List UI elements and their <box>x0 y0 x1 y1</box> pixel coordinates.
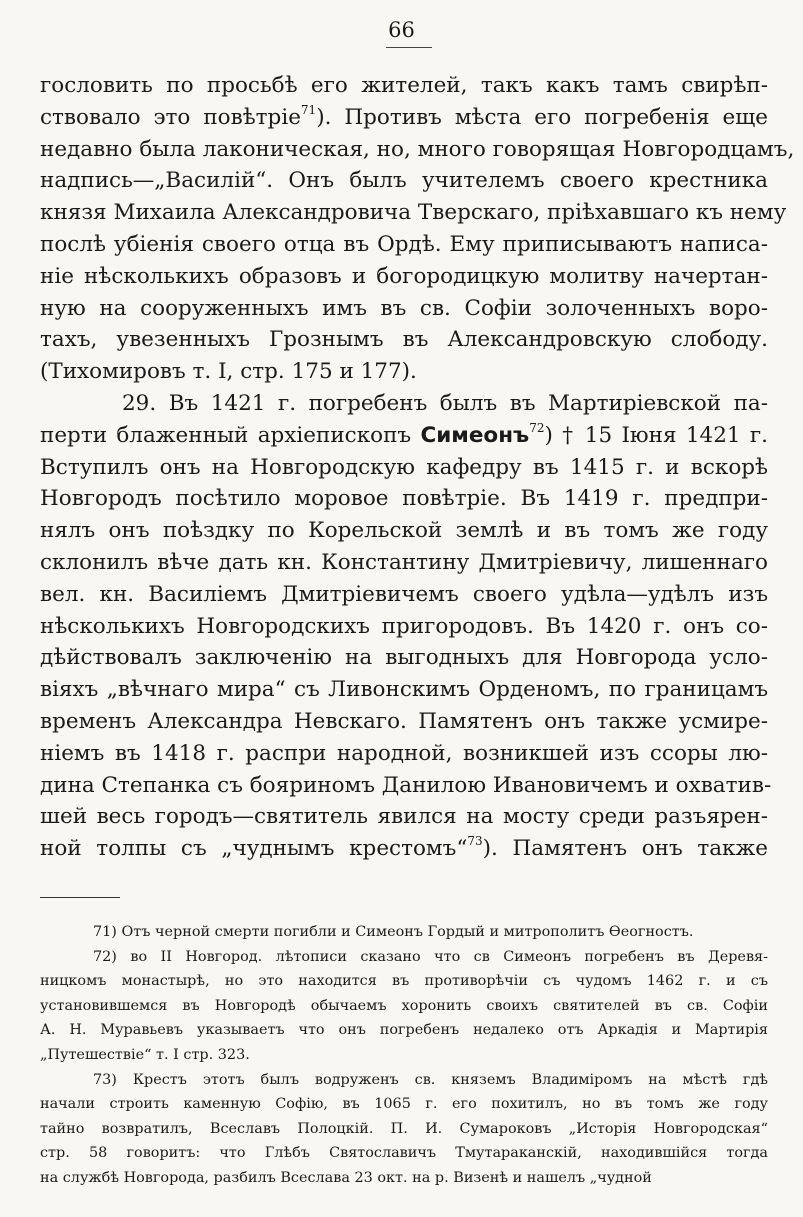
main-text-line <box>40 165 768 197</box>
main-text-line-text: ной толпы съ „чуднымъ крестомъ“ <box>40 836 468 862</box>
main-text-line <box>40 833 768 865</box>
footnotes <box>40 920 768 1191</box>
main-text-line-text: дѣйствовалъ заключенію на выгодныхъ для Новгорода усло- <box>40 645 768 671</box>
main-text-line-text: тахъ, увезенныхъ Грознымъ въ Александровскую слободу. <box>40 327 768 353</box>
footnote-line <box>40 994 768 1019</box>
footnote-line <box>40 969 768 994</box>
main-text-line <box>40 770 772 802</box>
main-text-line-tail: ) † 15 Іюня 1421 г. <box>544 422 769 448</box>
main-text-line-text: надпись—„Василій“. Онъ былъ учителемъ своего крестника <box>40 168 768 194</box>
main-text-line-text: ніе нѣсколькихъ образовъ и богородицкую молитву начертан- <box>40 263 768 289</box>
footnote-ref: 71 <box>300 102 317 117</box>
footnote-line-text: 72) во II Новгород. лѣтописи сказано что св Симеонъ погребенъ въ Деревя- <box>93 948 768 965</box>
main-text-line-text: нялъ онъ поѣздку по Корельской землѣ и въ томъ же году <box>40 518 768 544</box>
footnote-line-text: стр. 58 говоритъ: что Глѣбъ Святославичъ Тмутараканскій, находившійся тогда <box>40 1145 768 1162</box>
main-text-line <box>40 483 768 515</box>
bold-name: Симеонъ <box>420 422 530 448</box>
footnote-line-text: на службѣ Новгорода, разбилъ Всеслава 23 окт. на р. Визенѣ и нашелъ „чудной <box>40 1169 652 1186</box>
footnote-line <box>40 1043 768 1068</box>
main-text-line <box>40 674 768 706</box>
main-text-line-text: ную на сооруженныхъ имъ въ св. Софіи золоченныхъ воро- <box>40 295 768 321</box>
main-text-line <box>40 324 768 356</box>
main-text-line <box>40 261 768 293</box>
footnote-line-text: А. Н. Муравьевъ указываетъ что онъ погребенъ недалеко отъ Аркадія и Мартирія <box>40 1022 768 1039</box>
main-text-line <box>40 134 795 166</box>
main-text-line <box>40 611 768 643</box>
main-text-line <box>40 388 768 420</box>
main-text-line-text: князя Михаила Александровича Тверскаго, пріѣхавшаго къ нему <box>40 200 787 226</box>
main-text-line-text: 29. Въ 1421 г. погребенъ былъ въ Мартиріевской па- <box>122 390 768 416</box>
main-text-line-text: временъ Александра Невскаго. Памятенъ онъ также усмире- <box>40 708 768 734</box>
footnote-line-text: начали строить каменную Софію, въ 1065 г. его похитилъ, но въ томъ же году <box>40 1096 768 1113</box>
page-number-rule <box>386 47 432 48</box>
main-text <box>40 70 795 865</box>
footnote-line <box>40 1166 768 1191</box>
main-text-line-text: Новгородъ посѣтило моровое повѣтріе. Въ 1419 г. предпри- <box>40 486 768 512</box>
footnote-line-text: установившемся въ Новгородѣ обычаемъ хоронить своихъ святителей въ св. Софіи <box>40 997 768 1014</box>
main-text-line-text: вел. кн. Василіемъ Дмитріевичемъ своего удѣла—удѣлъ изъ <box>40 581 768 607</box>
main-text-line-text: дина Степанка съ бояриномъ Данилою Ивановичемъ и охватив- <box>40 772 772 798</box>
main-text-line-text: Вступилъ онъ на Новгородскую кафедру въ 1415 г. и вскорѣ <box>40 454 768 480</box>
footnote-line-text: тайно возвратилъ, Всеславъ Полоцкій. П. И. Сумароковъ „Исторія Новгородская“ <box>40 1120 768 1137</box>
footnote-line-text: 71) Отъ черной смерти погибли и Симеонъ Гордый и митрополитъ Ѳеогностъ. <box>93 924 694 940</box>
footnote-line <box>40 1117 768 1142</box>
main-text-line <box>40 356 768 388</box>
main-text-line-text: (Тихомировъ т. I, стр. 175 и 177). <box>40 359 417 385</box>
footnote-ref: 73 <box>467 834 483 849</box>
main-text-line-text: нѣсколькихъ Новгородскихъ пригородовъ. Въ 1420 г. онъ со- <box>40 613 768 639</box>
main-text-line-text: склонилъ вѣче дать кн. Константину Дмитріевичу, лишеннаго <box>40 549 768 575</box>
main-text-line-text: гословить по просьбѣ его жителей, такъ какъ тамъ свирѣп- <box>40 73 768 98</box>
main-text-line <box>40 706 768 738</box>
main-text-line <box>40 420 768 452</box>
footnote-line <box>40 1068 768 1093</box>
main-text-line <box>40 547 768 579</box>
main-text-line <box>40 452 768 484</box>
main-text-line <box>40 642 768 674</box>
main-text-line <box>40 197 787 229</box>
main-text-line <box>40 579 768 611</box>
footnote-line <box>40 1141 768 1166</box>
main-text-line <box>40 293 768 325</box>
main-text-line <box>40 738 768 770</box>
main-text-line-text: ствовало это повѣтріе <box>40 104 301 130</box>
main-text-line <box>40 515 768 547</box>
main-text-line-text: послѣ убіенія своего отца въ Ордѣ. Ему приписываютъ написа- <box>40 231 768 257</box>
footnote-line <box>40 1018 768 1043</box>
main-text-line-text: шей весь городъ—святитель явился на мосту среди разъярен- <box>40 804 768 830</box>
footnote-line-text: „Путешествіе“ т. I стр. 323. <box>40 1046 250 1063</box>
main-text-line <box>40 102 768 134</box>
main-text-line-text: ніемъ въ 1418 г. распри народной, возникшей изъ ссоры лю- <box>40 740 768 766</box>
footnote-line <box>40 920 768 945</box>
footnote-ref: 72 <box>529 420 545 435</box>
main-text-line <box>40 70 768 102</box>
footnote-separator <box>40 897 120 898</box>
footnote-line <box>40 945 768 970</box>
main-text-line-text: недавно была лаконическая, но, много говорящая Новгородцамъ, <box>40 136 795 162</box>
footnote-line-text: 73) Крестъ этотъ былъ водруженъ св. княземъ Владиміромъ на мѣстѣ гдѣ <box>93 1071 768 1088</box>
page-number: 66 <box>388 18 415 42</box>
footnote-line <box>40 1092 768 1117</box>
main-text-line-text: віяхъ „вѣчнаго мира“ съ Ливонскимъ Орденомъ, по границамъ <box>40 677 768 703</box>
main-text-line-text: перти блаженный архіепископъ <box>40 422 421 448</box>
main-text-line <box>40 229 768 261</box>
main-text-line-tail: ). Противъ мѣста его погребенія еще <box>316 104 768 130</box>
footnote-line-text: ницкомъ монастырѣ, но это находится въ противорѣчіи съ чудомъ 1462 г. и съ <box>40 973 768 990</box>
main-text-line <box>40 801 768 833</box>
main-text-line-tail: ). Памятенъ онъ также <box>482 836 768 862</box>
